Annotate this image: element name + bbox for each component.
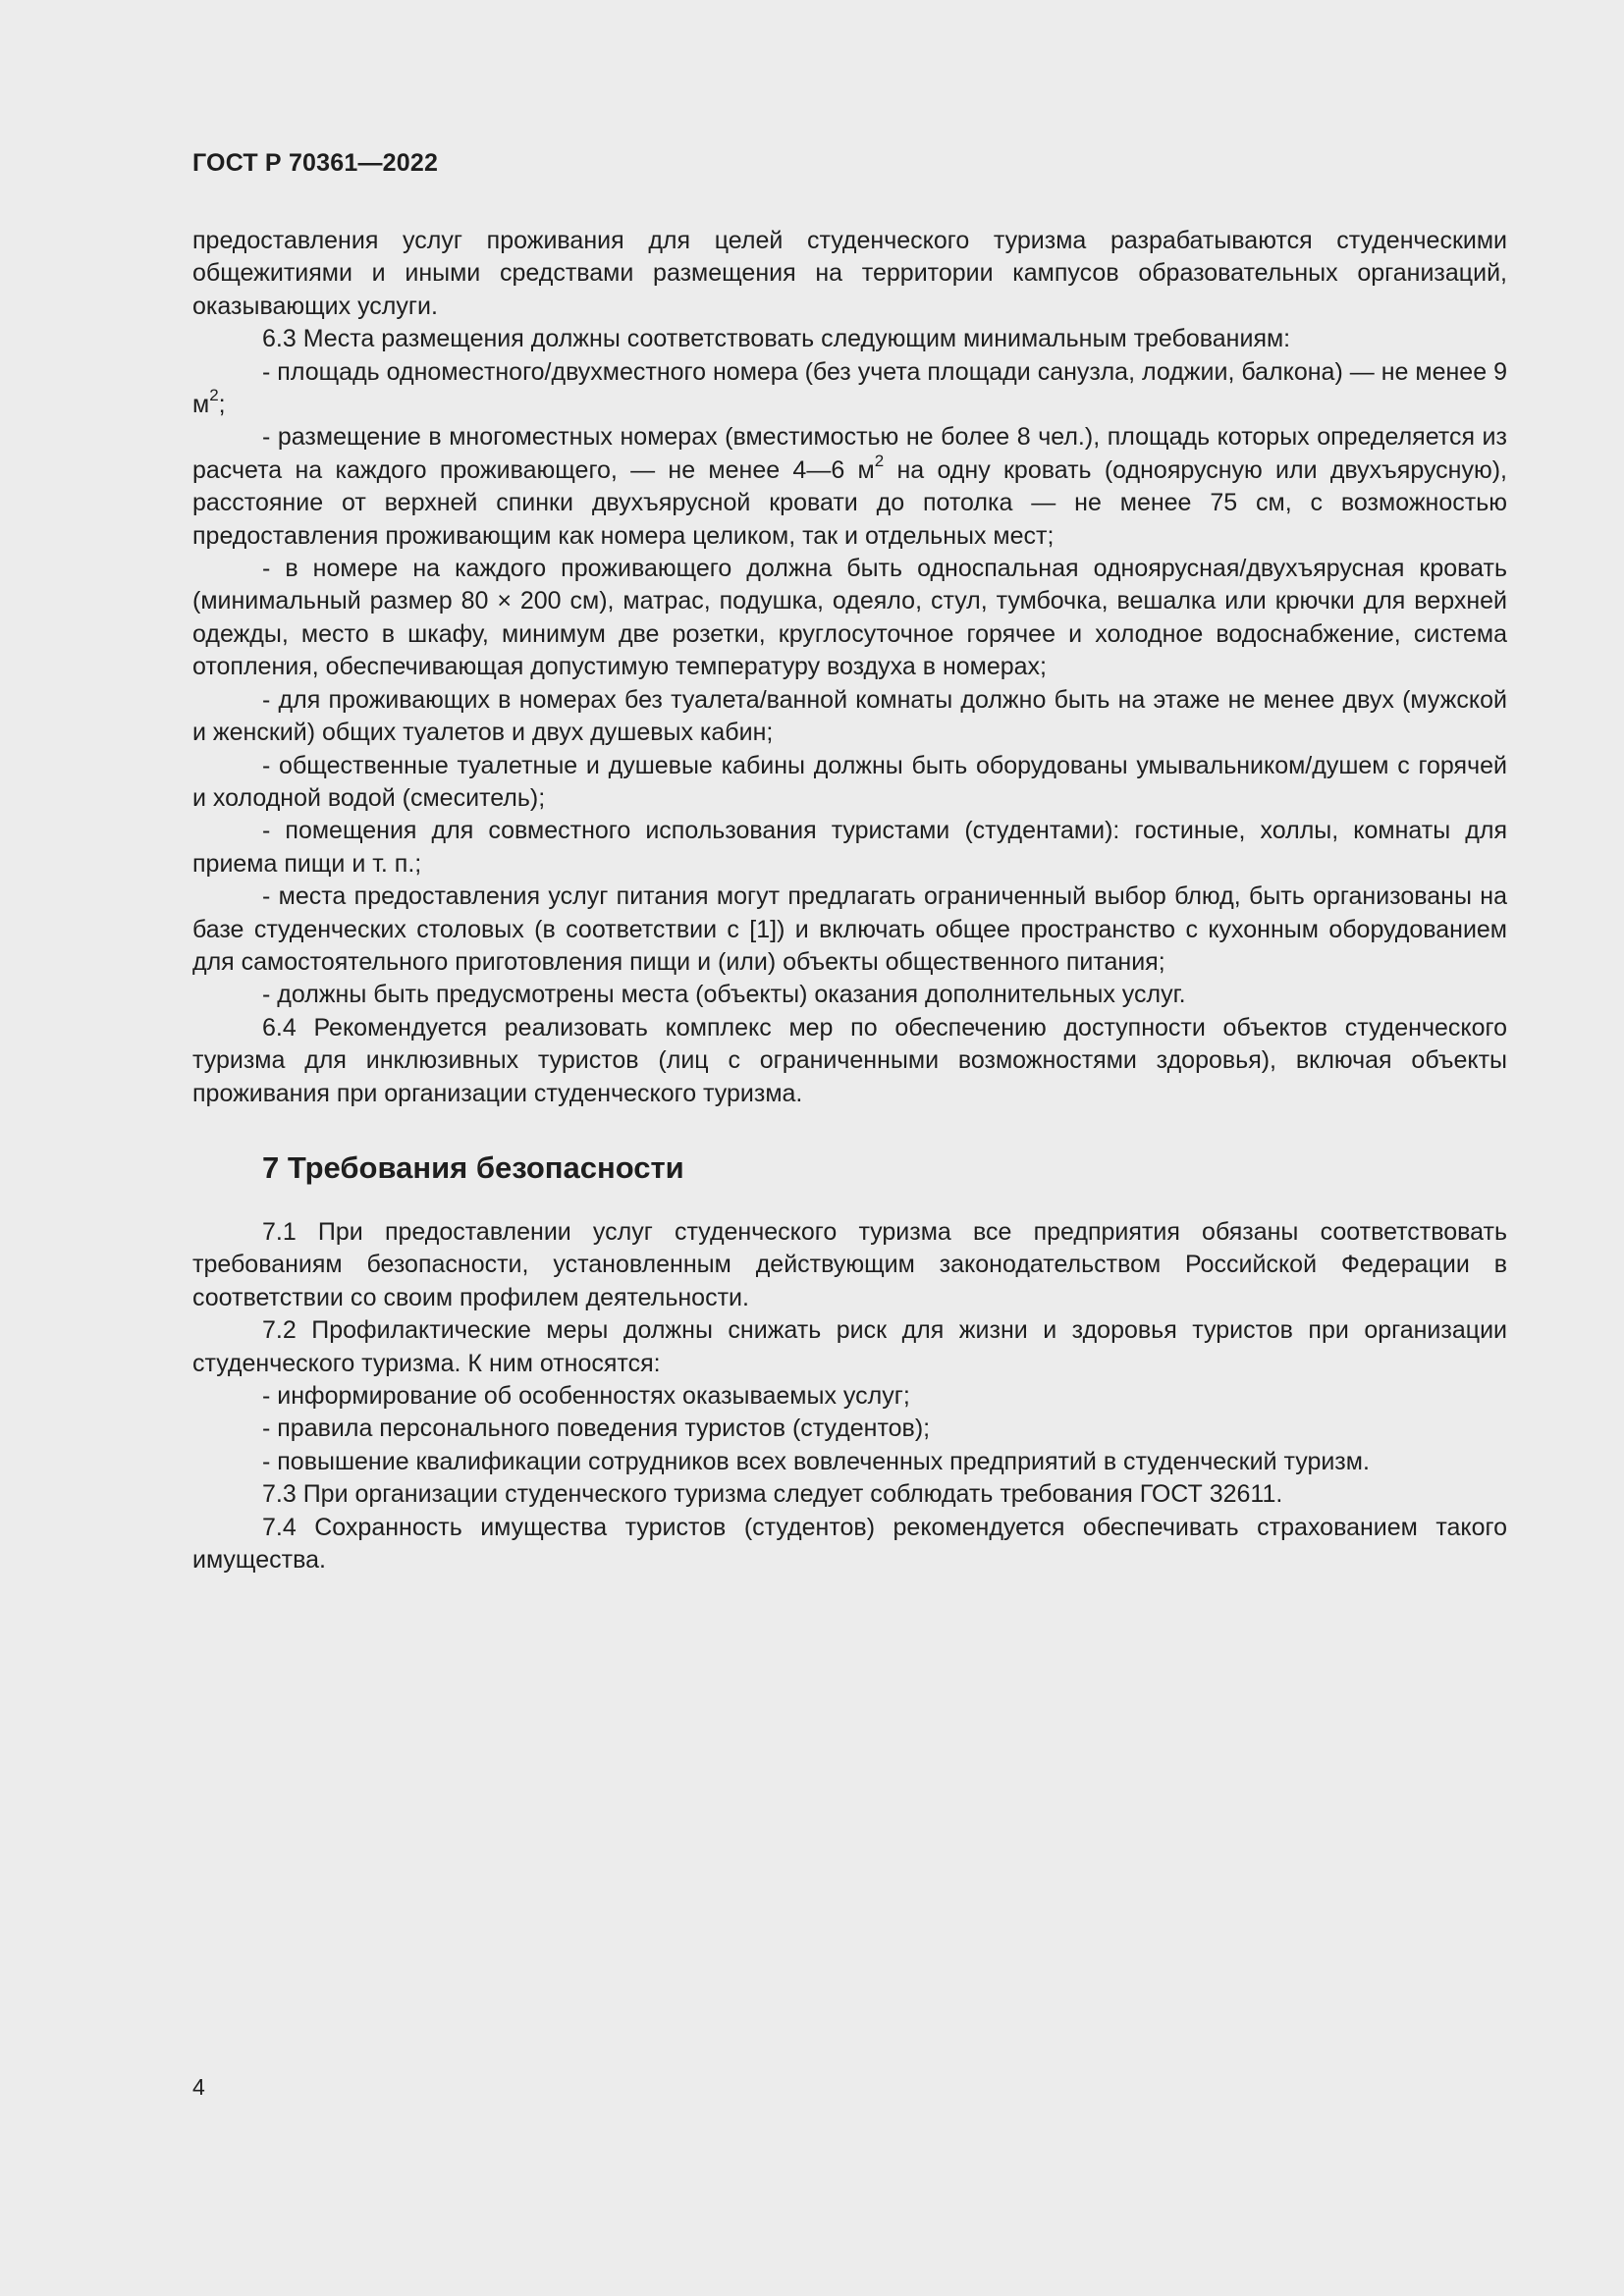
list-item: - общественные туалетные и душевые кабины должны быть оборудованы умывальником/душем с горячей и холодной водой (смеситель); (192, 751, 1507, 812)
list-item-text: - площадь одноместного/двухместного номера (без учета площади санузла, лоджии, балкона) — не менее 9 м (192, 357, 1507, 419)
paragraph: предоставления услуг проживания для целей студенческого туризма разрабатываются студенческими общежитиями и иными средствами размещения на территории кампусов образовательных организаций, оказывающих услуги. (192, 227, 1507, 320)
list-item: - информирование об особенностях оказываемых услуг; (262, 1382, 910, 1410)
list-item-text: на одну кровать (одноярусную или двухъярусную), расстояние от верхней спинки двухъярусной кровати до потолка — не менее 75 см, с возможностью предоставления проживающим как номера целиком, так и отдельных мест; (192, 455, 1507, 550)
list-item: - помещения для совместного использования туристами (студентами): гостиные, холлы, комнаты для приема пищи и т. п.; (192, 817, 1507, 878)
list-item: - места предоставления услуг питания могут предлагать ограниченный выбор блюд, быть организованы на базе студенческих столовых (в соответствии с [1]) и включать общее пространство с кухонным оборудованием для самостоятельного приготовления пищи и (или) объекты общественного питания; (192, 882, 1507, 976)
list-item-text: - размещение в многоместных номерах (вместимостью не более 8 чел.), площадь которых определяется из расчета на каждого проживающего, — не менее 4—6 м (192, 423, 1507, 484)
list-item: - повышение квалификации сотрудников всех вовлеченных предприятий в студенческий туризм. (262, 1447, 1370, 1475)
list-item-text: ; (218, 391, 226, 419)
list-item (192, 356, 1507, 422)
clause-6-4: 6.4 Рекомендуется реализовать комплекс мер по обеспечению доступности объектов студенческого туризма для инклюзивных туристов (лиц с ограниченными возможностями здоровья), включая объекты проживания при организации студенческого туризма. (192, 1013, 1507, 1107)
list-item: - правила персонального поведения туристов (студентов); (262, 1415, 931, 1443)
document-body (192, 225, 1507, 1576)
document-header: ГОСТ Р 70361—2022 (192, 149, 439, 177)
clause-6-3: 6.3 Места размещения должны соответствовать следующим минимальным требованиям: (262, 325, 1291, 353)
clause-7-1: 7.1 При предоставлении услуг студенческого туризма все предприятия обязаны соответствовать требованиям безопасности, установленным действующим законодательством Российской Федерации в соответствии со своим профилем деятельности. (192, 1217, 1507, 1311)
clause-7-3: 7.3 При организации студенческого туризма следует соблюдать требования ГОСТ 32611. (262, 1480, 1283, 1509)
list-item: - должны быть предусмотрены места (объекты) оказания дополнительных услуг. (262, 981, 1186, 1009)
superscript: 2 (209, 385, 219, 404)
list-item: - для проживающих в номерах без туалета/ванной комнаты должно быть на этаже не менее двух (мужской и женский) общих туалетов и двух душевых кабин; (192, 685, 1507, 747)
page-number: 4 (192, 2074, 205, 2100)
list-item: - в номере на каждого проживающего должна быть односпальная одноярусная/двухъярусная кровать (минимальный размер 80 × 200 см), матрас, подушка, одеяло, стул, тумбочка, вешалка или крючки для верхней одежды, место в шкафу, минимум две розетки, круглосуточное горячее и холодное водоснабжение, система отопления, обеспечивающая допустимую температуру воздуха в номерах; (192, 555, 1507, 681)
clause-7-2: 7.2 Профилактические меры должны снижать риск для жизни и здоровья туристов при организации студенческого туризма. К ним относятся: (192, 1316, 1507, 1377)
list-item (192, 421, 1507, 553)
clause-7-4: 7.4 Сохранность имущества туристов (студентов) рекомендуется обеспечивать страхованием такого имущества. (192, 1513, 1507, 1575)
section-title: 7 Требования безопасности (262, 1149, 684, 1185)
superscript: 2 (874, 451, 885, 470)
